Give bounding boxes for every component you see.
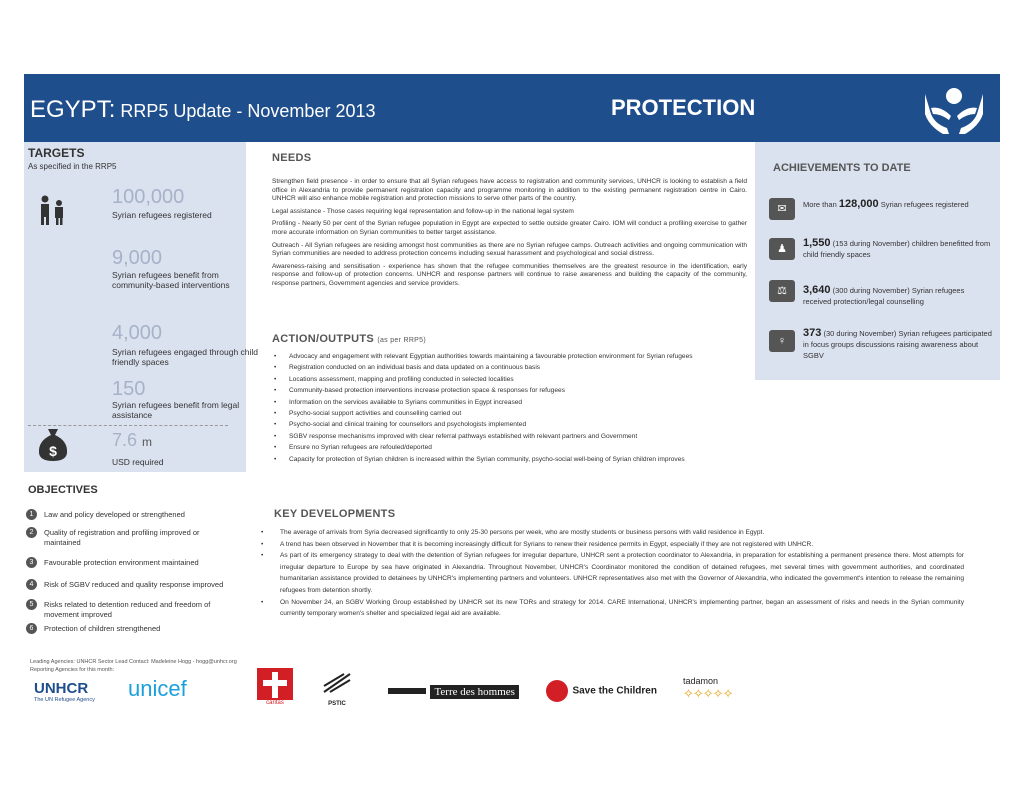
- target-value: 9,000: [112, 247, 163, 269]
- objectives-section: [26, 484, 241, 496]
- key-developments-list: [258, 527, 964, 620]
- target-label: Syrian refugees benefit from legal assistance: [112, 400, 240, 420]
- action-item: • Registration conducted on an individual basis and data updated on a continuous basis: [272, 362, 747, 373]
- target-label: Syrian refugees benefit from community-based interventions: [112, 270, 230, 290]
- achievement-item: More than 128,000 Syrian refugees registered: [803, 198, 969, 210]
- target-value: 150: [112, 378, 146, 400]
- achievements-panel: [755, 142, 1000, 380]
- unicef-logo: unicef: [128, 676, 187, 701]
- target-value: 4,000: [112, 322, 163, 344]
- key-development-item: • The average of arrivals from Syria decreased significantly to only 25-30 persons per week, who are mostly students or business persons with valid residence in Egypt.: [258, 527, 964, 539]
- achievements-title: ACHIEVEMENTS TO DATE: [773, 162, 911, 174]
- focus-group-icon: ♀: [769, 330, 795, 352]
- action-item: • Information on the services available to Syrians communities in Egypt increased: [272, 397, 747, 408]
- key-development-item: • On November 24, an SGBV Working Group established by UNHCR set its new TORs and strategy for 2014. CARE International, UNHCR's implementing partner, began an assessment of risks and needs in the Syrian community currently temporary women's shelter and specialized legal aid are available.: [258, 597, 964, 620]
- caritas-logo: caritas: [255, 668, 295, 708]
- key-developments-title: KEY DEVELOPMENTS: [274, 508, 396, 520]
- divider: [28, 425, 228, 426]
- refugees-family-icon: [38, 194, 68, 226]
- key-development-item: • As part of its emergency strategy to deal with the detention of Syrian refugees for irregular departure, UNHCR sent a protection coordinator to Alexandria, in preparation for establishing a permanent presence there. Most attempts for irregular departure to Europe by sea have originated in Alexandria. Throughout November, UNHCR's Coordinator monitored the condition of detained refugees, met several times with government authorities, and coordinated humanitarian assistance provided to detainees by UNHCR's implementing partners and volunteers. UNHCR representatives also met with the Governor of Alexandria, who indicated the government's intention to release the remaining refugees from detention shortly.: [258, 550, 964, 596]
- needs-title: NEEDS: [272, 152, 312, 164]
- key-developments-section: [274, 508, 974, 520]
- action-item: • Capacity for protection of Syrian children is increased within the Syrian community, psycho-social well-being of Syrian children improves: [272, 454, 747, 465]
- tadamon-logo: tadamon ✧✧✧✧✧: [683, 676, 733, 701]
- targets-panel: [24, 142, 259, 472]
- objectives-list: 1 Law and policy developed or strengthened 2 Quality of registration and profiling improved or maintained 3 Favourable protection environment maintained 4 Risk of SGBV reduced and quality response improved 5 Risks related to detention reduced and freedom of movement improved 6 Protection of children strengthened: [26, 508, 241, 638]
- target-label: Syrian refugees engaged through child friendly spaces: [112, 347, 259, 367]
- action-item: • Psycho-social support activities and counselling carried out: [272, 408, 747, 419]
- objectives-title: OBJECTIVES: [28, 484, 98, 496]
- tadamon-figures-icon: ✧✧✧✧✧: [683, 686, 733, 701]
- save-the-children-logo: Save the Children: [546, 680, 657, 702]
- counselling-icon: ⚖: [769, 280, 795, 302]
- action-item: • Locations assessment, mapping and profiling conducted in selected localities: [272, 374, 747, 385]
- needs-section: [272, 152, 747, 293]
- pstic-logo: PSTIC: [320, 670, 354, 706]
- page-title: EGYPT: RRP5 Update - November 2013: [30, 96, 376, 123]
- pstic-mark-icon: [320, 670, 354, 696]
- needs-paragraph: Strengthen field presence - in order to ensure that all Syrian refugees have access to registration and community services, UNHCR is looking to establish a field office in Alexandria to provide permanent registration capacity and programme monitoring in addition to the existing permanent registration centre in Cairo. UNHCR will also enhance mobile registration and protection missions to serve other parts of the country.: [272, 178, 747, 203]
- tdh-mark-icon: [388, 688, 426, 694]
- money-bag-icon: [36, 427, 70, 463]
- lead-agencies: Leading Agencies: UNHCR Sector Lead Contact: Madeleine Hogg - hogg@unhcr.org Reporting Agencies for this month:: [30, 659, 237, 673]
- target-value: 100,000: [112, 186, 185, 208]
- svg-text:$: $: [49, 443, 57, 459]
- page-header: [24, 74, 1000, 142]
- unhcr-logo: UNHCR The UN Refugee Agency: [34, 680, 95, 703]
- targets-title: TARGETS: [28, 146, 85, 160]
- terre-des-hommes-logo: Terre des hommes: [388, 682, 519, 700]
- action-item: • Community-based protection interventions increase protection space & responses for refugees: [272, 385, 747, 396]
- needs-paragraph: Profiling - Nearly 50 per cent of the Syrian refugee population in Egypt are expected to settle outside greater Cairo. IOM will conduct a profiling exercise to gather more accurate information on Syrian communities to better target assistance.: [272, 220, 747, 236]
- action-item: • SGBV response mechanisms improved with clear referral pathways established with relevant partners and Government: [272, 431, 747, 442]
- actions-section: [272, 333, 747, 465]
- needs-paragraph: Awareness-raising and sensitisation - experience has shown that the refugee communities themselves are the greatest resource in the identification, early response and follow-up of protection concerns. UNHCR and response partners will continue to raise awareness and building the capacity of the community, response partners, Government agencies and service providers.: [272, 262, 747, 287]
- achievement-item: 3,640 (300 during November) Syrian refugees received protection/legal counselling: [803, 284, 965, 306]
- key-development-item: • A trend has been observed in November that it is becoming increasingly difficult for Syrians to renew their residence permits in Egypt, especially if they are not registered with UNHCR.: [258, 539, 964, 551]
- needs-paragraph: Legal assistance - Those cases requiring legal representation and follow-up in the national legal system: [272, 207, 574, 215]
- target-label: Syrian refugees registered: [112, 210, 212, 220]
- targets-subtitle: As specified in the RRP5: [28, 162, 117, 171]
- action-item: • Psycho-social and clinical training for counsellors and psychologists implemented: [272, 419, 747, 430]
- needs-paragraph: Outreach - All Syrian refugees are residing amongst host communities as there are no Syrian refugee camps. Outreach activities and ongoing communication with Syrian communities are needed to address protection concerns including sexual harassment and psychological and social distress.: [272, 241, 747, 258]
- action-item: • Ensure no Syrian refugees are refouled/deported: [272, 442, 747, 453]
- usd-required-label: USD required: [112, 457, 164, 467]
- achievement-item: 1,550 (153 during November) children benefitted from child friendly spaces: [803, 237, 991, 259]
- sector-title: PROTECTION: [611, 95, 756, 120]
- registration-icon: ✉: [769, 198, 795, 220]
- action-item: • Advocacy and engagement with relevant Egyptian authorities towards maintaining a favourable protection environment for Syrian refugees: [272, 351, 747, 362]
- actions-title: ACTION/OUTPUTS (as per RRP5): [272, 333, 426, 345]
- children-icon: ♟: [769, 238, 795, 260]
- achievement-item: 373 (30 during November) Syrian refugees participated in focus groups discussions raising awareness about SGBV: [803, 327, 992, 360]
- usd-required-value: 7.6 m: [112, 430, 153, 450]
- protection-hands-icon: [921, 84, 987, 134]
- save-children-icon: [546, 680, 568, 702]
